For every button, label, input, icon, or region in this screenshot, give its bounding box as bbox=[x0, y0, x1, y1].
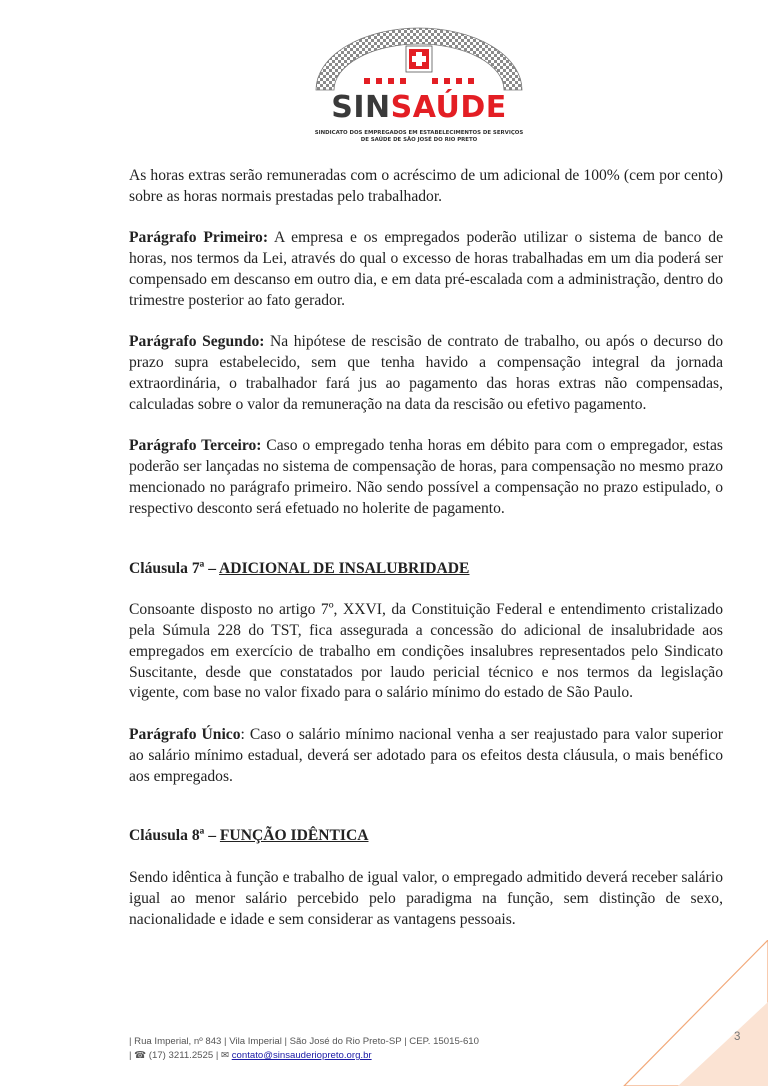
clause-8-text: Sendo idêntica à função e trabalho de igual valor, o empregado admitido deverá receber salário igual ao menor salário percebido pelo paradigma na função, sem distinção de sexo, nacionalidade e idade e sem considerar as vantagens pessoais. bbox=[129, 868, 723, 928]
footer-phone: (17) 3211.2525 bbox=[148, 1050, 214, 1061]
document-body bbox=[129, 166, 723, 930]
separator: | bbox=[215, 1050, 222, 1061]
sinsaude-logo bbox=[308, 24, 530, 143]
paragrafo-terceiro-text: Caso o empregado tenha horas em débito para com o empregador, estas poderão ser lançadas no sistema de compensação de horas, para compensação no mesmo prazo mencionado no parágrafo primeiro. Não sendo possível a compensação no prazo estipulado, o respectivo desconto será efetuado no holerite de pagamento. bbox=[129, 437, 724, 517]
clause-7-prefix: Cláusula 7ª – bbox=[129, 559, 220, 577]
paragrafo-unico bbox=[129, 725, 723, 787]
red-cross-icon bbox=[406, 46, 432, 72]
logo-wordmark-saude: SAÚDE bbox=[390, 90, 507, 125]
paragrafo-primeiro bbox=[129, 228, 723, 311]
clause-7-text: Consoante disposto no artigo 7º, XXVI, da Constituição Federal e entendimento cristalizado pela Súmula 228 do TST, fica assegurada a concessão do adicional de insalubridade aos empregados em exercício de trabalho em condições insalubres representados pelo Sindicato Suscitante, desde que constatados por laudo pericial técnico e nos termos da legislação vigente, com base no valor fixado para o salário mínimo do estado de São Paulo. bbox=[129, 601, 723, 702]
footer-address: | Rua Imperial, nº 843 | Vila Imperial | São José do Rio Preto-SP | CEP. 15015-610 bbox=[129, 1036, 479, 1047]
clause-7-heading bbox=[129, 559, 723, 580]
page-number: 3 bbox=[734, 1031, 741, 1043]
clause-7-title: ADICIONAL DE INSALUBRIDADE bbox=[219, 559, 470, 577]
clause-8-prefix: Cláusula 8ª – bbox=[129, 827, 220, 845]
paragrafo-segundo bbox=[129, 332, 723, 415]
phone-icon: ☎ bbox=[134, 1050, 147, 1061]
paragrafo-primeiro-label: Parágrafo Primeiro: bbox=[129, 229, 269, 247]
separator: | bbox=[129, 1050, 135, 1061]
intro-paragraph: As horas extras serão remuneradas com o acréscimo de um adicional de 100% (cem por cento) sobre as horas normais prestadas pelo trabalhador. bbox=[129, 167, 723, 205]
paragrafo-terceiro bbox=[129, 436, 723, 519]
paragrafo-unico-text: : Caso o salário mínimo nacional venha a ser reajustado para valor superior ao salário mínimo estadual, deverá ser adotado para os efeitos desta cláusula, o mais benéfico aos empregados. bbox=[129, 725, 724, 785]
paragrafo-segundo-label: Parágrafo Segundo: bbox=[129, 333, 265, 351]
paragrafo-primeiro-text: A empresa e os empregados poderão utilizar o sistema de banco de horas, nos termos da Lei, através do qual o excesso de horas trabalhadas em um dia poderá ser compensado em descanso em outro dia, e em data pré-escalada com a administração, dentro do trimestre posterior ao fato gerador. bbox=[129, 229, 723, 309]
email-icon: ✉ bbox=[221, 1050, 230, 1061]
logo-emblem bbox=[308, 24, 530, 94]
logo-wordmark bbox=[308, 90, 530, 125]
corner-decoration bbox=[568, 940, 768, 1086]
footer-contact-line bbox=[129, 1049, 479, 1063]
clause-8-title: FUNÇÃO IDÊNTICA bbox=[219, 827, 369, 845]
page-footer bbox=[129, 1035, 479, 1063]
footer-email-link[interactable]: contato@sinsauderiopreto.org.br bbox=[231, 1050, 372, 1061]
logo-wordmark-sin: SIN bbox=[331, 90, 391, 125]
paragrafo-segundo-text: Na hipótese de rescisão de contrato de trabalho, ou após o decurso do prazo supra estabelecido, sem que tenha havido a compensação integral da jornada extraordinária, o trabalhador fará jus ao pagamento das horas extras não compensadas, calculadas sobre o valor da remuneração na data da rescisão ou efetivo pagamento. bbox=[129, 333, 724, 413]
paragrafo-terceiro-label: Parágrafo Terceiro: bbox=[129, 437, 262, 455]
clause-8-heading bbox=[129, 826, 723, 847]
logo-subtitle-line1: SINDICATO DOS EMPREGADOS EM ESTABELECIMENTOS DE SERVIÇOS bbox=[314, 130, 524, 136]
paragrafo-unico-label: Parágrafo Único bbox=[129, 725, 241, 743]
logo-subtitle-line2: DE SAÚDE DE SÃO JOSÉ DO RIO PRETO bbox=[360, 137, 478, 143]
